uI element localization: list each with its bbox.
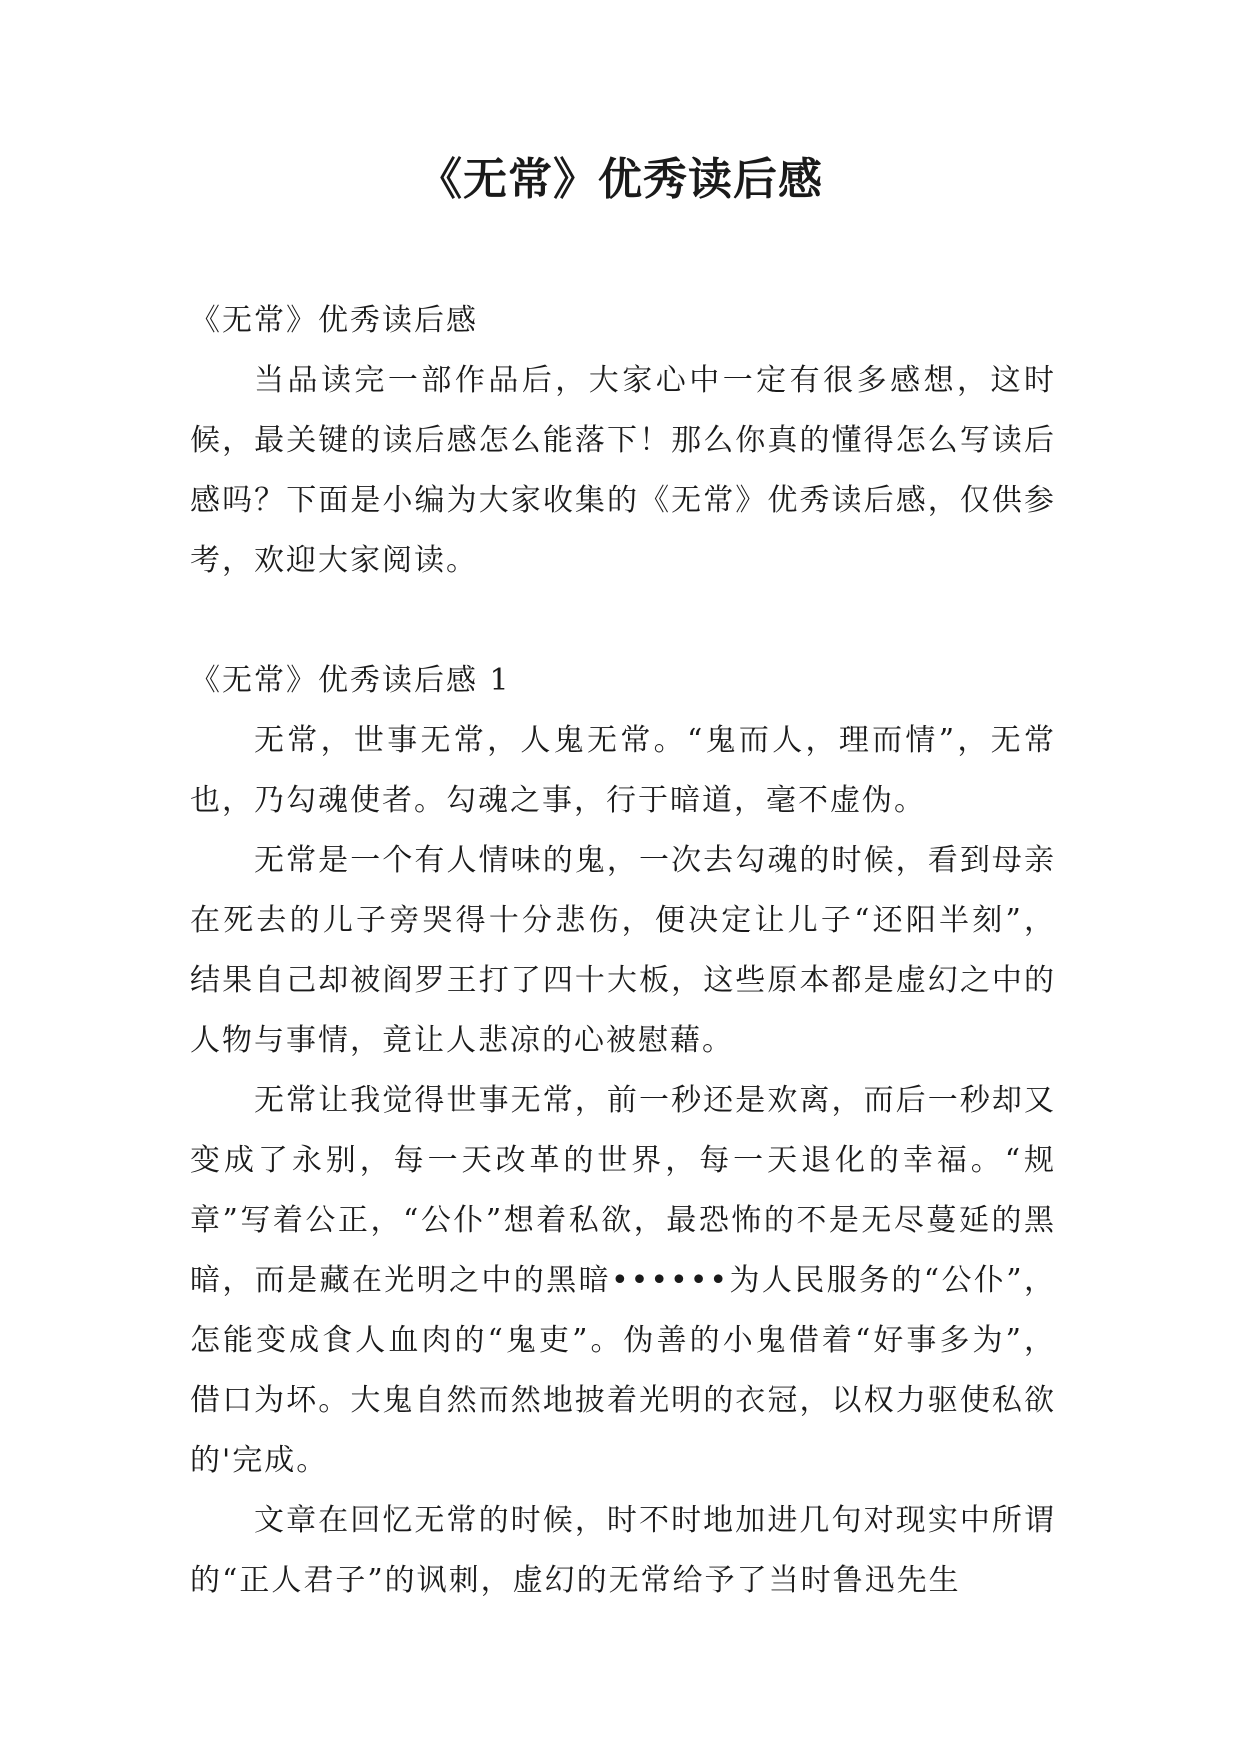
section-heading: 《无常》优秀读后感 1 xyxy=(190,663,511,698)
body-paragraph: 无常是一个有人情味的鬼，一次去勾魂的时候，看到母亲在死去的儿子旁哭得十分悲伤，便决定让儿子“还阳半刻”，结果自己却被阎罗王打了四十大板，这些原本都是虚幻之中的人物与事情，竟让人悲凉的心被慰藉。 xyxy=(190,843,1056,1058)
subtitle-line: 《无常》优秀读后感 xyxy=(190,303,478,338)
document-title: 《无常》优秀读后感 xyxy=(418,154,823,205)
intro-paragraph: 当品读完一部作品后，大家心中一定有很多感想，这时候，最关键的读后感怎么能落下！那么你真的懂得怎么写读后感吗？下面是小编为大家收集的《无常》优秀读后感，仅供参考，欢迎大家阅读。 xyxy=(190,363,1056,578)
body-paragraph: 无常，世事无常，人鬼无常。“鬼而人，理而情”，无常也，乃勾魂使者。勾魂之事，行于暗道，毫不虚伪。 xyxy=(190,723,1056,818)
document-body xyxy=(190,291,1056,1611)
body-paragraph: 文章在回忆无常的时候，时不时地加进几句对现实中所谓的“正人君子”的讽刺，虚幻的无常给予了当时鲁迅先生 xyxy=(190,1503,1056,1598)
body-paragraph: 无常让我觉得世事无常，前一秒还是欢离，而后一秒却又变成了永别，每一天改革的世界，每一天退化的幸福。“规章”写着公正，“公仆”想着私欲，最恐怖的不是无尽蔓延的黑暗，而是藏在光明之中的黑暗••••••为人民服务的“公仆”，怎能变成食人血肉的“鬼吏”。伪善的小鬼借着“好事多为”，借口为坏。大鬼自然而然地披着光明的衣冠，以权力驱使私欲的'完成。 xyxy=(190,1083,1056,1478)
paragraph-spacer xyxy=(190,591,1056,651)
